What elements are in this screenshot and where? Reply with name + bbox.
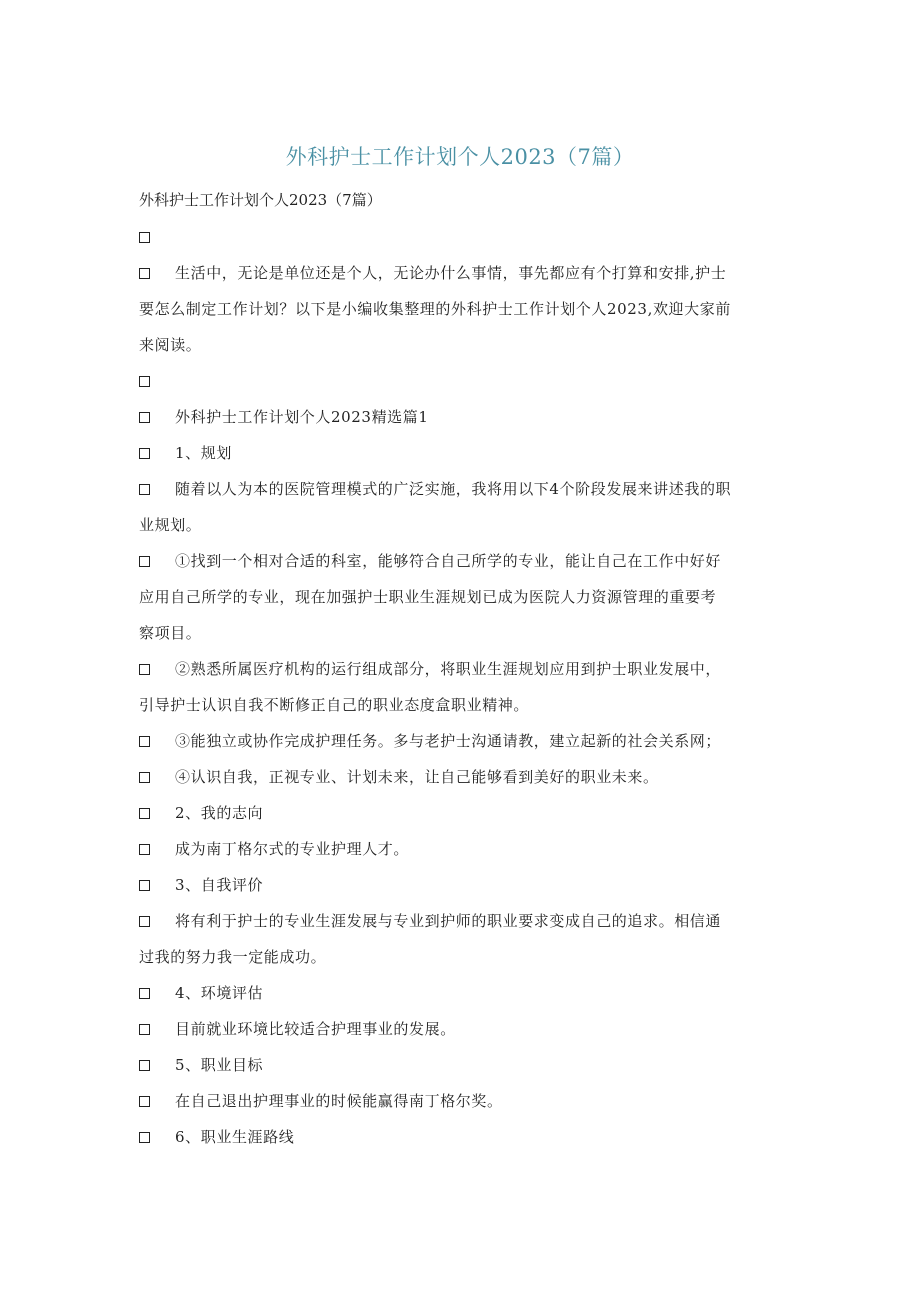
paragraph-line: [139, 831, 784, 867]
missing-glyph-box-icon: [139, 376, 150, 387]
paragraph-line: [139, 1011, 784, 1047]
paragraph-text: ④认识自我，正视专业、计划未来，让自己能够看到美好的职业未来。: [175, 768, 659, 786]
paragraph-line: [139, 507, 784, 543]
paragraph-line: [139, 327, 784, 363]
paragraph: [139, 651, 784, 723]
paragraph-line: [139, 651, 784, 687]
paragraph: [139, 1083, 784, 1119]
paragraph-text: 随着以人为本的医院管理模式的广泛实施，我将用以下4个阶段发展来讲述我的职: [175, 480, 732, 498]
paragraph-text: 来阅读。: [139, 336, 202, 354]
paragraph-text: 生活中，无论是单位还是个人，无论办什么事情，事先都应有个打算和安排,护士: [175, 264, 727, 282]
paragraph: [139, 759, 784, 795]
paragraph-text: 应用自己所学的专业，现在加强护士职业生涯规划已成为医院人力资源管理的重要考: [139, 588, 717, 606]
paragraph: [139, 1011, 784, 1047]
paragraph-text: 1、规划: [175, 444, 232, 462]
paragraph: [139, 255, 784, 363]
missing-glyph-box-icon: [139, 448, 150, 459]
paragraph: [139, 399, 784, 435]
paragraph-line: [139, 759, 784, 795]
paragraph: [139, 1119, 784, 1155]
missing-glyph-box-icon: [139, 556, 150, 567]
missing-glyph-box-icon: [139, 664, 150, 675]
paragraph-line: [139, 615, 784, 651]
paragraph-text: 察项目。: [139, 624, 202, 642]
paragraph-line: [139, 1047, 784, 1083]
paragraph-text: 成为南丁格尔式的专业护理人才。: [175, 840, 410, 858]
paragraph: [139, 219, 784, 255]
paragraph-line: [139, 255, 784, 291]
paragraph: [139, 723, 784, 759]
paragraph-text: 5、职业目标: [175, 1056, 264, 1074]
missing-glyph-box-icon: [139, 412, 150, 423]
missing-glyph-box-icon: [139, 1132, 150, 1143]
missing-glyph-box-icon: [139, 1060, 150, 1071]
missing-glyph-box-icon: [139, 1096, 150, 1107]
paragraph-line: [139, 219, 784, 255]
paragraph-line: [139, 399, 784, 435]
paragraph-text: 引导护士认识自我不断修正自己的职业态度盒职业精神。: [139, 696, 530, 714]
missing-glyph-box-icon: [139, 772, 150, 783]
missing-glyph-box-icon: [139, 988, 150, 999]
paragraph-line: [139, 363, 784, 399]
missing-glyph-box-icon: [139, 916, 150, 927]
paragraph-text: 业规划。: [139, 516, 202, 534]
paragraph-text: 在自己退出护理事业的时候能赢得南丁格尔奖。: [175, 1092, 503, 1110]
missing-glyph-box-icon: [139, 880, 150, 891]
paragraph-line: [139, 687, 784, 723]
paragraph: [139, 975, 784, 1011]
paragraph: [139, 831, 784, 867]
paragraph: [139, 435, 784, 471]
paragraph-text: 3、自我评价: [175, 876, 264, 894]
missing-glyph-box-icon: [139, 736, 150, 747]
missing-glyph-box-icon: [139, 1024, 150, 1035]
missing-glyph-box-icon: [139, 484, 150, 495]
paragraph-line: [139, 291, 784, 327]
paragraph-line: [139, 435, 784, 471]
paragraph: [139, 795, 784, 831]
paragraph-line: [139, 1119, 784, 1155]
paragraph-text: 6、职业生涯路线: [175, 1128, 295, 1146]
paragraph-line: [139, 903, 784, 939]
paragraph: [139, 543, 784, 651]
paragraph-line: [139, 1083, 784, 1119]
paragraph-line: [139, 543, 784, 579]
paragraph-text: 目前就业环境比较适合护理事业的发展。: [175, 1020, 456, 1038]
paragraph: [139, 471, 784, 543]
document-subtitle: 外科护士工作计划个人2023（7篇）: [139, 191, 382, 209]
paragraph: [139, 1047, 784, 1083]
paragraph-text: 将有利于护士的专业生涯发展与专业到护师的职业要求变成自己的追求。相信通: [175, 912, 722, 930]
missing-glyph-box-icon: [139, 232, 150, 243]
paragraph: [139, 867, 784, 903]
paragraph-line: [139, 939, 784, 975]
paragraph-line: [139, 723, 784, 759]
paragraph-line: [139, 795, 784, 831]
missing-glyph-box-icon: [139, 808, 150, 819]
paragraph-text: 外科护士工作计划个人2023精选篇1: [175, 408, 429, 426]
paragraph: [139, 903, 784, 975]
paragraph-line: [139, 471, 784, 507]
document-title: 外科护士工作计划个人2023（7篇）: [285, 145, 635, 169]
paragraph-text: 要怎么制定工作计划？以下是小编收集整理的外科护士工作计划个人2023,欢迎大家前: [139, 300, 731, 318]
missing-glyph-box-icon: [139, 844, 150, 855]
paragraph-text: 2、我的志向: [175, 804, 264, 822]
paragraph-line: [139, 975, 784, 1011]
paragraph-text: 4、环境评估: [175, 984, 264, 1002]
paragraph: [139, 363, 784, 399]
paragraph-line: [139, 579, 784, 615]
missing-glyph-box-icon: [139, 268, 150, 279]
paragraph-text: ②熟悉所属医疗机构的运行组成部分，将职业生涯规划应用到护士职业发展中，: [175, 660, 722, 678]
paragraph-text: 过我的努力我一定能成功。: [139, 948, 327, 966]
paragraph-text: ①找到一个相对合适的科室，能够符合自己所学的专业，能让自己在工作中好好: [175, 552, 722, 570]
paragraph-text: ③能独立或协作完成护理任务。多与老护士沟通请教，建立起新的社会关系网；: [175, 732, 722, 750]
paragraph-line: [139, 867, 784, 903]
